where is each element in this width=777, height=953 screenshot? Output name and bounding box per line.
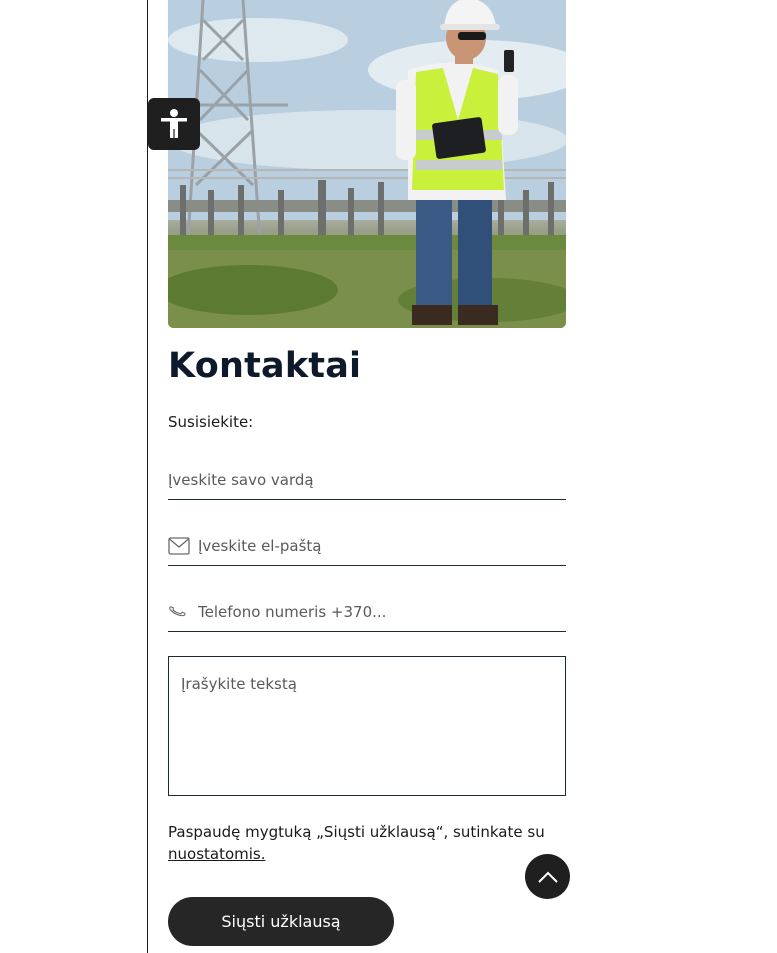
- terms-link[interactable]: nuostatomis.: [168, 845, 266, 863]
- accessibility-person-icon: [156, 106, 192, 142]
- consent-label: Paspaudę mygtuką „Siųsti užklausą“, sutinkate su: [168, 823, 545, 841]
- phone-field[interactable]: [168, 592, 566, 632]
- email-input[interactable]: [198, 537, 566, 555]
- scroll-to-top-button[interactable]: [525, 854, 570, 899]
- name-field[interactable]: [168, 460, 566, 500]
- contact-subtitle: Susisiekite:: [168, 413, 254, 431]
- phone-input[interactable]: [198, 603, 566, 621]
- submit-button[interactable]: Siųsti užklausą: [168, 897, 394, 946]
- hero-image: [168, 0, 566, 328]
- chevron-up-icon: [537, 870, 559, 884]
- consent-text: [168, 821, 568, 865]
- contact-title: Kontaktai: [168, 346, 362, 386]
- phone-icon: [168, 603, 198, 621]
- email-field[interactable]: [168, 526, 566, 566]
- message-textarea[interactable]: [168, 656, 566, 796]
- name-input[interactable]: [168, 471, 566, 489]
- electrician-photo-illustration: [168, 0, 566, 328]
- accessibility-button[interactable]: [148, 98, 200, 150]
- envelope-icon: [168, 537, 198, 555]
